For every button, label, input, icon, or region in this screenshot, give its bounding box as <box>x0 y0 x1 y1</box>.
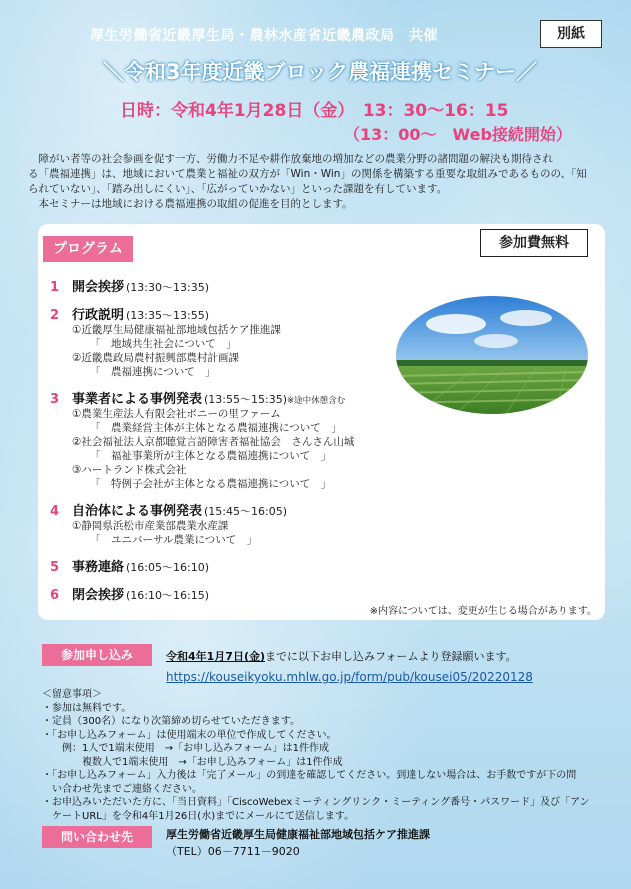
item-note: ※途中休憩含む <box>287 396 346 406</box>
presenter-org: ①農業生産法人有限会社ボニーの里ファーム <box>72 408 281 420</box>
seminar-title: ＼令和3年度近畿ブロック農福連携セミナー／ <box>102 60 538 84</box>
application-label: 参加申し込み <box>42 644 152 666</box>
item-number: 3 <box>50 392 60 407</box>
intro-paragraph <box>28 152 608 212</box>
item-title: 開会挨拶 <box>72 280 125 295</box>
presentation-topic: 「 農福連携について 」 <box>90 366 216 378</box>
item-time: (16:05〜16:10) <box>126 561 209 574</box>
note-line: ・お申込みいただいた方に、「当日資料」「CiscoWebexミーティングリンク・ミーティング番号・パスワード」及び「アン <box>42 797 590 808</box>
item-time: (13:35〜13:55) <box>126 309 209 322</box>
program-item <box>50 500 590 547</box>
presenter-org: ①近畿厚生局健康福祉部地域包括ケア推進課 <box>72 324 281 336</box>
presentation-topic: 「 農業経営主体が主体となる農福連携について 」 <box>90 422 342 434</box>
intro-line: る「農福連携」は、地域において農業と福祉の双方が「Win・Win」の関係を構築する重要な取組みであるものの、「知 <box>28 168 587 180</box>
note-line: ・参加は無料です。 <box>42 702 132 714</box>
contact-phone: （TEL）06－7711－9020 <box>166 845 300 858</box>
application-instruction <box>166 648 517 664</box>
item-time: (15:45〜16:05) <box>204 505 287 518</box>
application-text: までに以下お申し込みフォームより登録願います。 <box>265 650 517 663</box>
item-time: (16:10〜16:15) <box>126 589 209 602</box>
free-admission-badge: 参加費無料 <box>480 229 588 257</box>
program-item <box>50 304 590 379</box>
item-number: 4 <box>50 504 60 519</box>
contact-organization: 厚生労働省近畿厚生局健康福祉部地域包括ケア推進課 <box>166 828 430 841</box>
note-line: ＜留意事項＞ <box>42 689 102 700</box>
item-title: 事務連絡 <box>72 560 125 575</box>
item-title: 事業者による事例発表 <box>72 392 203 407</box>
item-number: 6 <box>50 588 60 603</box>
item-time: (13:55〜15:35) <box>204 393 287 406</box>
presentation-topic: 「 ユニバーサル農業について 」 <box>90 534 258 546</box>
note-line: ケートURL」を令和4年1月26日(水)までにメールにて送信します。 <box>42 810 355 822</box>
besshi-badge: 別紙 <box>540 20 602 48</box>
notes-section <box>42 688 612 823</box>
program-panel <box>38 224 605 620</box>
program-label: プログラム <box>43 236 133 262</box>
presentation-topic: 「 地域共生社会について 」 <box>90 338 237 350</box>
intro-line: 障がい者等の社会参画を促す一方、労働力不足や耕作放棄地の増加などの農業分野の諸問題の解決も期待され <box>28 153 553 165</box>
note-line: ・定員（300名）になり次第締め切らせていただきます。 <box>42 716 300 727</box>
seminar-datetime: 日時：令和4年1月28日（金） 13：30〜16：15 <box>120 101 509 121</box>
application-form-link[interactable]: https://kouseikyoku.mhlw.go.jp/form/pub/kousei05/20220128 <box>166 670 533 684</box>
web-start-time: （13：00〜 Web接続開始） <box>344 125 572 144</box>
item-title: 自治体による事例発表 <box>72 504 203 519</box>
item-number: 2 <box>50 308 60 323</box>
program-list <box>50 276 590 607</box>
presentation-topic: 「 特例子会社が主体となる農福連携について 」 <box>90 478 332 490</box>
item-number: 1 <box>50 280 60 295</box>
intro-line: 本セミナーは地域における農福連携の取組の促進を目的とします。 <box>28 198 353 210</box>
presenter-org: ①静岡県浜松市産業部農業水産課 <box>72 520 229 532</box>
cosponsor-text: 厚生労働省近畿厚生局・農林水産省近畿農政局 共催 <box>90 28 438 44</box>
item-title: 行政説明 <box>72 308 125 323</box>
contact-label: 問い合わせ先 <box>42 826 152 848</box>
presenter-org: ②近畿農政局農村振興部農村計画課 <box>72 352 239 364</box>
presenter-org: ②社会福祉法人京都聴覚言語障害者福祉協会 さんさん山城 <box>72 436 355 448</box>
presenter-org: ③ハートランド株式会社 <box>72 464 187 476</box>
program-item <box>50 388 590 491</box>
program-item <box>50 556 590 575</box>
item-time: (13:30〜13:35) <box>126 281 209 294</box>
note-line: 複数人で1端末使用 →「お申し込みフォーム」は1件作成 <box>42 756 343 768</box>
note-line: ・「お申し込みフォーム」は使用端末の単位で作成してください。 <box>42 729 337 741</box>
item-title: 閉会挨拶 <box>72 588 125 603</box>
presentation-topic: 「 福祉事業所が主体となる農福連携について 」 <box>90 450 332 462</box>
change-notice: ※内容については、変更が生じる場合があります。 <box>369 606 597 617</box>
intro-line: られていない」、「踏み出しにくい」、「広がっていかない」といった課題を有しています。 <box>28 183 448 195</box>
note-line: ・「お申し込みフォーム」入力後は「完了メール」の到達を確認してください。到達しない場合は、お手数ですが下の問 <box>42 770 577 781</box>
program-item <box>50 584 590 603</box>
application-deadline: 令和4年1月7日(金) <box>166 650 266 663</box>
program-item <box>50 276 590 295</box>
note-line: い合わせ先までご連絡ください。 <box>42 783 202 795</box>
note-line: 例：1人で1端末使用 →「お申し込みフォーム」は1件作成 <box>42 743 329 754</box>
item-number: 5 <box>50 560 60 575</box>
